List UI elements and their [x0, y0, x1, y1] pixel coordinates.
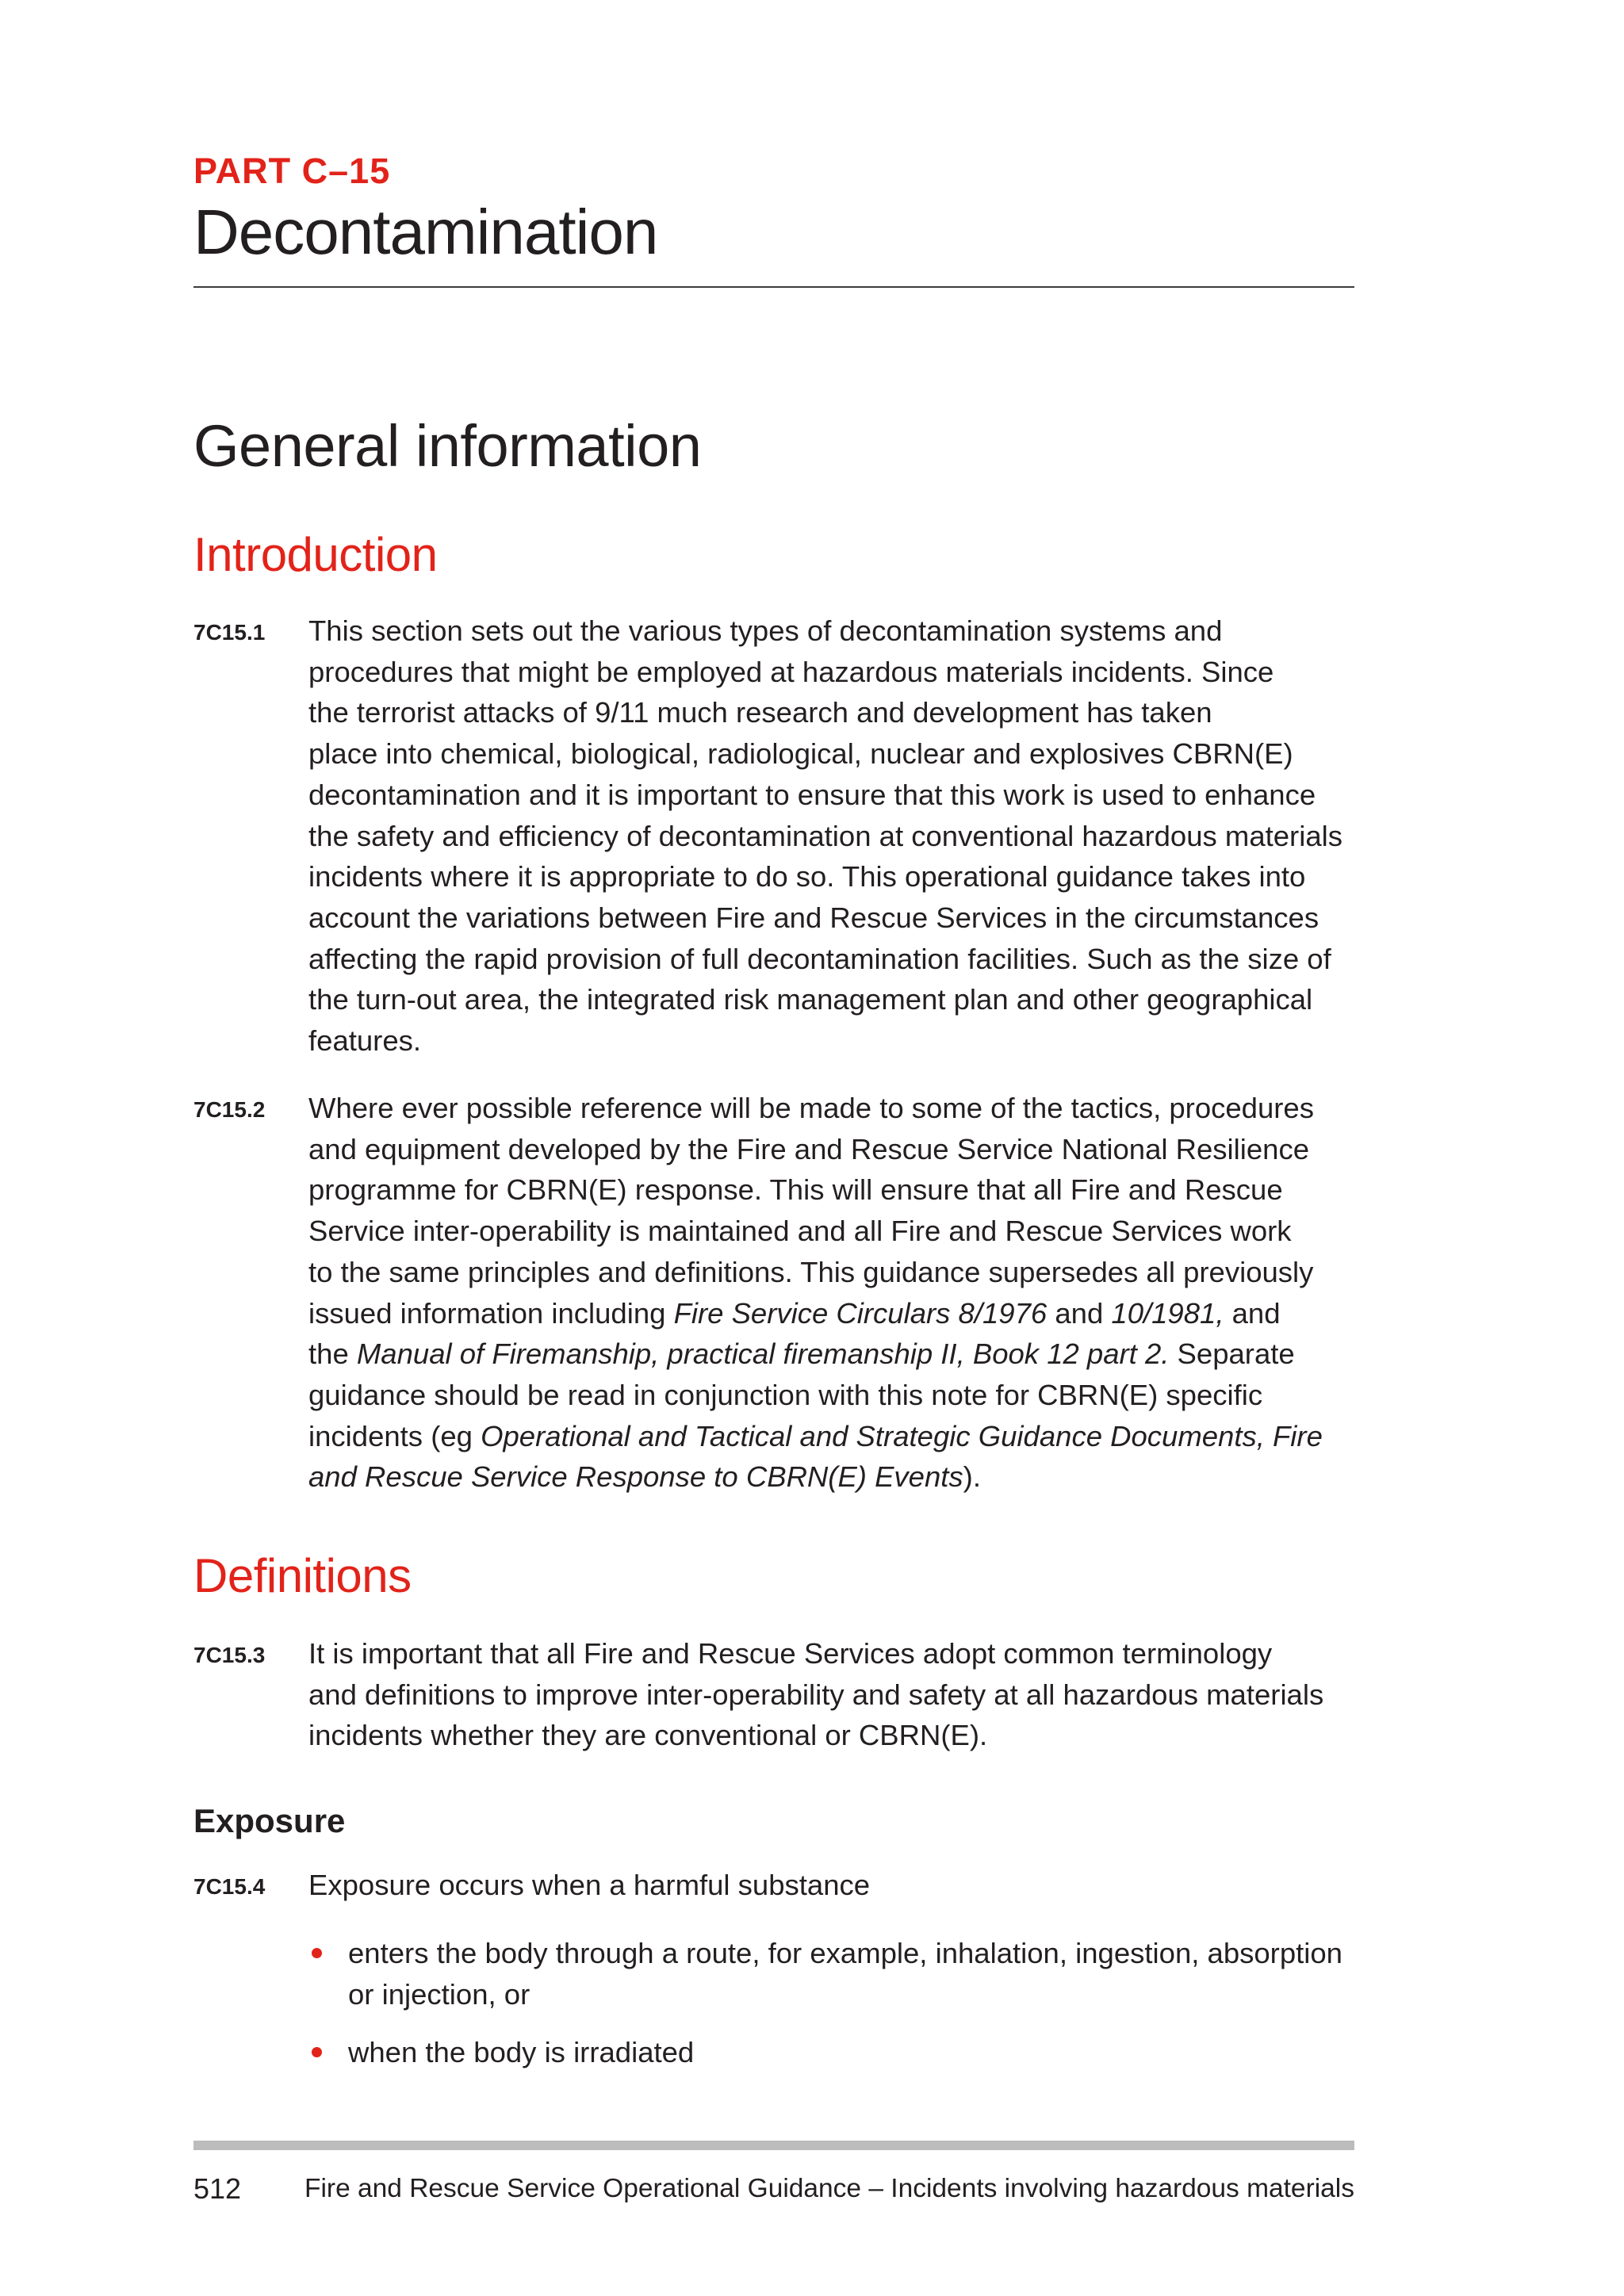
paragraph-text — [308, 610, 1355, 1062]
text-line: This section sets out the various types of decontamination systems and — [308, 614, 1223, 647]
text-line: account the variations between Fire and Rescue Services in the circumstances — [308, 901, 1320, 934]
bullet-text — [348, 2032, 1355, 2073]
part-label: PART C–15 — [193, 151, 391, 191]
paragraph-number: 7C15.4 — [193, 1874, 266, 1899]
text-run: Separate — [1169, 1337, 1295, 1371]
paragraph-text — [308, 1633, 1355, 1756]
text-line: Where ever possible reference will be made to some of the tactics, procedures — [308, 1092, 1314, 1124]
text-line: the terrorist attacks of 9/11 much research and development has taken — [308, 696, 1212, 729]
text-line: incidents whether they are conventional or CBRN(E). — [308, 1719, 988, 1752]
text-line: It is important that all Fire and Rescue Services adopt common terminology — [308, 1637, 1273, 1670]
paragraph-number: 7C15.2 — [193, 1097, 266, 1122]
exposure-heading: Exposure — [193, 1802, 346, 1839]
footer-document-title: Fire and Rescue Service Operational Guidance – Incidents involving hazardous materials — [304, 2174, 1354, 2203]
text-line: the turn-out area, the integrated risk management plan and other geographical — [308, 983, 1313, 1016]
section-heading: General information — [193, 413, 702, 479]
citation-guidance-documents-cont: and Rescue Service Response to CBRN(E) Events — [308, 1460, 963, 1494]
text-run: and — [1224, 1296, 1281, 1330]
citation-guidance-documents: Operational and Tactical and Strategic Guidance Documents, Fire — [481, 1419, 1323, 1452]
text-run: incidents (eg — [308, 1419, 481, 1452]
bullet-dot-icon — [312, 1948, 322, 1958]
text-line: and equipment developed by the Fire and Rescue Service National Resilience — [308, 1132, 1310, 1165]
bullet-dot-icon — [312, 2047, 322, 2057]
text-line: when the body is irradiated — [348, 2036, 695, 2068]
text-line: features. — [308, 1024, 422, 1058]
introduction-heading: Introduction — [193, 528, 438, 581]
footer-divider — [193, 2141, 1354, 2150]
text-line: guidance should be read in conjunction with this note for CBRN(E) specific — [308, 1378, 1263, 1411]
paragraph-number: 7C15.3 — [193, 1643, 266, 1667]
text-line — [308, 1456, 1355, 1498]
text-run: the — [308, 1337, 357, 1371]
part-title: Decontamination — [193, 197, 658, 267]
text-line: Service inter-operability is maintained and all Fire and Rescue Services work — [308, 1215, 1292, 1248]
text-line: and definitions to improve inter-operability and safety at all hazardous materials — [308, 1678, 1324, 1711]
title-divider — [193, 286, 1354, 288]
citation-manual-of-firemanship: Manual of Firemanship, practical firemanship II, Book 12 part 2. — [356, 1337, 1170, 1371]
text-line: incidents where it is appropriate to do so. This operational guidance takes into — [308, 860, 1306, 894]
text-line: decontamination and it is important to ensure that this work is used to enhance — [308, 778, 1316, 811]
text-line — [308, 1416, 1355, 1457]
paragraph-text — [308, 1088, 1355, 1498]
paragraph-number: 7C15.1 — [193, 620, 266, 645]
text-run: and — [1047, 1296, 1112, 1330]
text-line: to the same principles and definitions. This guidance supersedes all previously — [308, 1255, 1314, 1288]
paragraph-text — [308, 1865, 1355, 1906]
citation-fire-service-circulars: Fire Service Circulars 8/1976 — [673, 1296, 1048, 1330]
text-line — [308, 1334, 1355, 1375]
document-page — [193, 0, 1354, 2296]
citation-circular-number: 10/1981, — [1111, 1296, 1224, 1330]
text-line: the safety and efficiency of decontamination at conventional hazardous materials — [308, 819, 1342, 852]
text-run: ). — [963, 1460, 981, 1494]
text-run: issued information including — [308, 1296, 674, 1330]
page-number: 512 — [193, 2172, 242, 2205]
text-line: enters the body through a route, for example, inhalation, ingestion, absorption — [348, 1937, 1342, 1969]
bullet-text — [348, 1933, 1355, 2015]
text-line: affecting the rapid provision of full decontamination facilities. Such as the size of — [308, 942, 1331, 975]
text-line: procedures that might be employed at hazardous materials incidents. Since — [308, 655, 1274, 688]
text-line: Exposure occurs when a harmful substance — [308, 1869, 871, 1901]
text-line: place into chemical, biological, radiological, nuclear and explosives CBRN(E) — [308, 737, 1293, 771]
text-line: or injection, or — [348, 1977, 530, 2011]
text-line: programme for CBRN(E) response. This will ensure that all Fire and Rescue — [308, 1173, 1283, 1207]
definitions-heading: Definitions — [193, 1549, 412, 1602]
text-line — [308, 1293, 1355, 1334]
